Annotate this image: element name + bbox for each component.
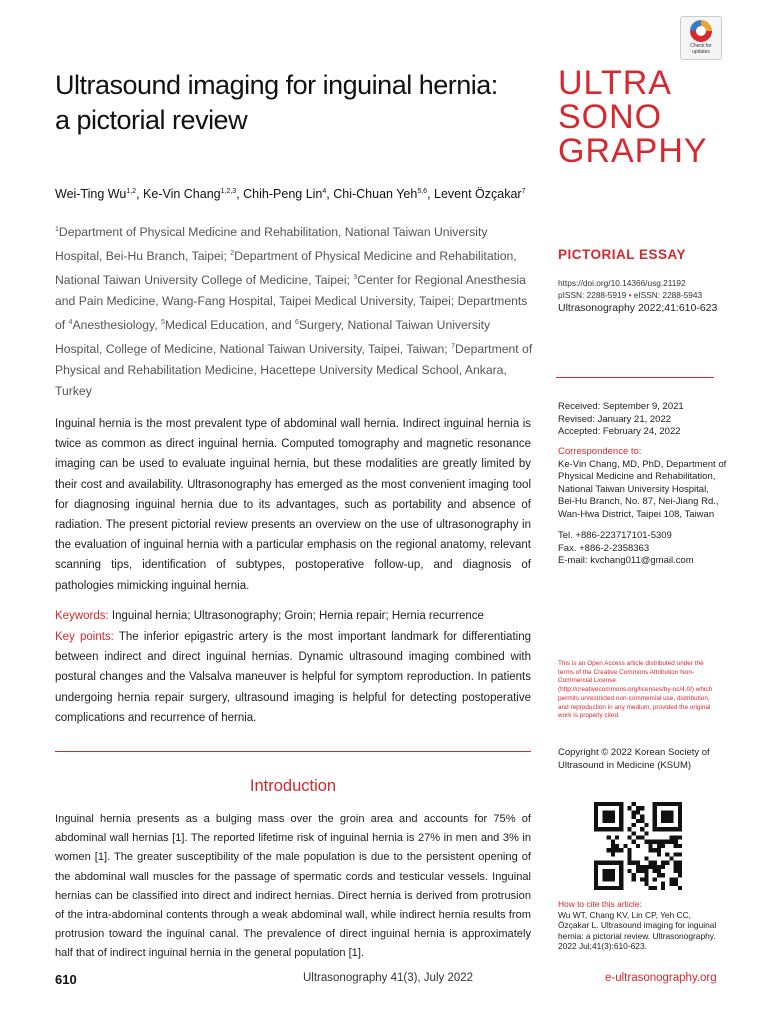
- qr-code-icon[interactable]: [594, 802, 682, 890]
- abstract: Inguinal hernia is the most prevalent type of abdominal wall hernia. Indirect inguinal hernia is twice as common as direct inguinal hernia. Computed tomography and magnetic resonance imaging can be used to evaluate inguinal hernia, but these modalities are greatly limited by their cost and availability. Ultrasonography has emerged as the most convenient imaging tool for diagnosing inguinal hernia due to its advantages, such as portability and absence of radiation. The present pictorial review presents an overview on the use of ultrasonography in the evaluation of inguinal hernia with a particular emphasis on the regional anatomy, relevant scanning tips, identification of subtypes, postoperative follow-up, and diagnosis of pathologies mimicking inguinal hernia.: [55, 418, 531, 592]
- author-affiliation-marker: 7: [521, 187, 526, 195]
- accepted-date: Accepted: February 24, 2022: [558, 426, 681, 437]
- logo-line-2: SONO: [558, 98, 663, 136]
- pissn: pISSN: 2288-5919: [558, 290, 629, 300]
- affiliation-text: Department of Physical Medicine and Rehabilitation, National Taiwan University Hospital, Bei-Hu Branch, Taipei;: [55, 225, 488, 264]
- journal-logo: [558, 66, 728, 168]
- introduction-text: Inguinal hernia presents as a bulging mass over the groin area and accounts for 75% of abdominal wall hernias [1]. The reported lifetime risk of inguinal hernia is 27% in men and 3% in women [1]. The greater susceptibility of the male population is due to the persistent opening of the abdominal wall muscles for the passage of spermatic cords and testicular vessels. Inguinal hernias can be classified into direct and indirect hernias. Direct hernia is derived from protrusion of the intra-abdominal contents through a weak abdominal wall, while indirect hernia results from protrusion toward the inguinal canal. The prevalence of direct inguinal hernia is approximately half that of indirect inguinal hernia in the general population [1].: [55, 813, 531, 960]
- affiliation-text: Department of Physical and Rehabilitation Medicine, Hacettepe University Medical School, Ankara, Turkey: [55, 342, 533, 399]
- affiliation-text: Medical Education, and: [164, 318, 295, 333]
- how-to-cite: [558, 899, 718, 952]
- correspondence: [558, 446, 728, 521]
- title-line-2: a pictorial review: [55, 105, 248, 135]
- keywords: [55, 607, 531, 626]
- affiliation-marker: 3: [353, 274, 358, 282]
- keywords-label: Keywords:: [55, 610, 109, 622]
- author-affiliation-marker: 4: [322, 187, 327, 195]
- affiliations: [55, 219, 535, 402]
- logo-line-3: GRAPHY: [558, 132, 708, 170]
- keywords-text: Inguinal hernia; Ultrasonography; Groin; Hernia repair; Hernia recurrence: [108, 610, 484, 622]
- author-affiliation-marker: 1,2: [126, 187, 137, 195]
- article-type-label: PICTORIAL ESSAY: [558, 247, 687, 262]
- affiliation-marker: 6: [295, 319, 299, 327]
- journal-citation: Ultrasonography 2022;41:610-623: [558, 302, 718, 314]
- author-affiliation-marker: 5,6: [417, 187, 428, 195]
- eissn: eISSN: 2288-5943: [631, 290, 703, 300]
- key-points-text: The inferior epigastric artery is the most important landmark for differentiating between indirect and direct inguinal hernias. Dynamic ultrasound imaging combined with postural changes and the Valsalva maneuver is helpful for symptom reproduction. In patients undergoing hernia repair surgery, ultrasound imaging is helpful for detecting postoperative complications and recurrence of hernia.: [55, 631, 531, 724]
- author-list: [55, 187, 555, 201]
- author-name: Ke-Vin Chang: [143, 187, 221, 201]
- check-updates-label: Check for updates: [690, 43, 712, 55]
- correspondence-address: Ke-Vin Chang, MD, PhD, Department of Physical Medicine and Rehabilitation, National Taiwan University Hospital, Bei-Hu Branch, No. 87, Nei-Jiang Rd., Wan-Hwa District, Taipei 108, Taiwan: [558, 458, 727, 520]
- how-to-cite-text: Wu WT, Chang KV, Lin CP, Yeh CC, Özçakar L. Ultrasound imaging for inguinal hernia: a pictorial review. Ultrasonography. 2022 Jul;41(3):610-623.: [558, 909, 717, 951]
- affiliation-marker: 7: [451, 343, 455, 351]
- correspondence-label: Correspondence to:: [558, 446, 642, 457]
- affiliation-marker: 5: [161, 319, 165, 327]
- contact-info: [558, 530, 738, 568]
- affiliation-text: Anesthesiology,: [72, 318, 161, 333]
- author-separator: ,: [326, 187, 334, 201]
- page-number: 610: [55, 972, 77, 987]
- author-name: Levent Özçakar: [434, 187, 522, 201]
- author-name: Wei-Ting Wu: [55, 187, 127, 201]
- author-name: Chi-Chuan Yeh: [333, 187, 418, 201]
- fax: Fax. +886-2-2358363: [558, 542, 650, 554]
- affiliation-text: Surgery, National Taiwan University Hospital, College of Medicine, National Taiwan University, Taipei, Taiwan;: [55, 318, 491, 357]
- key-points-label: Key points:: [55, 631, 114, 643]
- affiliation-marker: 1: [55, 226, 59, 233]
- title-line-1: Ultrasound imaging for inguinal hernia:: [55, 70, 498, 100]
- author-separator: ,: [236, 187, 244, 201]
- introduction-heading: Introduction: [249, 777, 337, 795]
- email-link[interactable]: E-mail: kvchang011@gmail.com: [558, 555, 694, 566]
- key-points: [55, 627, 531, 728]
- author-name: Chih-Peng Lin: [243, 187, 323, 201]
- telephone: Tel. +886-223717101-5309: [558, 530, 672, 541]
- article-title: [55, 68, 535, 138]
- check-for-updates-badge[interactable]: [680, 16, 722, 60]
- received-date: Received: September 9, 2021: [558, 401, 684, 412]
- journal-issue: Ultrasonography 41(3), July 2022: [303, 972, 474, 984]
- issn-bullet: •: [628, 290, 632, 300]
- doi-link[interactable]: https://doi.org/10.14366/usg.21192: [558, 278, 686, 288]
- crossmark-icon: [690, 20, 712, 42]
- issn-line: [558, 289, 738, 301]
- revised-date: Revised: January 21, 2022: [558, 413, 672, 425]
- author-separator: ,: [427, 187, 435, 201]
- affiliation-marker: 4: [68, 319, 73, 327]
- copyright: Copyright © 2022 Korean Society of Ultrasound in Medicine (KSUM): [558, 747, 710, 771]
- open-access-license: This is an Open Access article distributed under the terms of the Creative Commons Attribution Non-Commercial License (http://creativecommons.org/licenses/by-nc/4.0/) which permits unrestricted non-commercial use, distribution, and reproduction in any medium, provided the original work is properly cited.: [558, 660, 713, 720]
- affiliation-marker: 2: [230, 250, 235, 258]
- journal-website-link[interactable]: e-ultrasonography.org: [605, 972, 717, 984]
- how-to-cite-label: How to cite this article:: [558, 899, 642, 909]
- author-separator: ,: [136, 187, 144, 201]
- affiliation-text: Department of Physical Medicine and Rehabilitation, National Taiwan University College of Medicine, Taipei;: [55, 249, 517, 288]
- article-dates: [558, 401, 738, 439]
- doi-block: [558, 277, 738, 315]
- author-affiliation-marker: 1,2,3: [220, 187, 237, 195]
- sidebar-divider: [556, 377, 714, 378]
- section-divider: [55, 751, 531, 752]
- logo-line-1: ULTRA: [558, 64, 672, 102]
- affiliation-text: Center for Regional Anesthesia and Pain Medicine, Wang-Fang Hospital, Taipei Medical University, Taipei; Departments of: [55, 273, 528, 333]
